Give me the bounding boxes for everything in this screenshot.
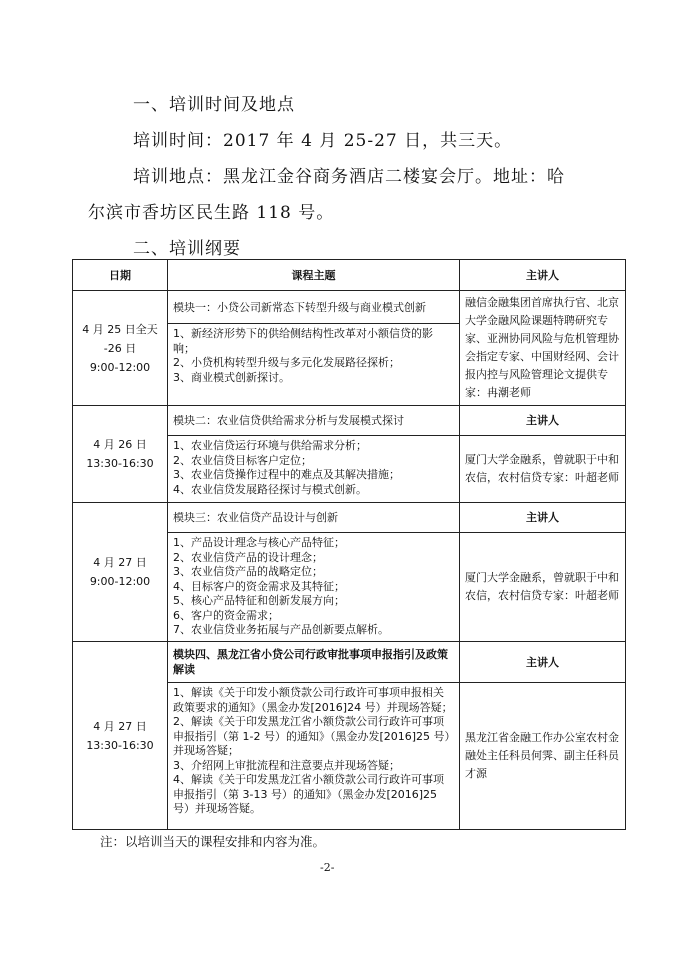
module1-title-row	[73, 291, 626, 324]
list-item: 3、介绍网上审批流程和注意要点并现场答疑；	[173, 758, 400, 772]
list-item: 3、商业模式创新探讨。	[173, 370, 290, 384]
list-item: 3、农业信贷操作过程中的难点及其解决措施；	[173, 468, 400, 481]
module1-speaker: 融信金融集团首席执行官、北京大学金融风险课题特聘研究专家、亚洲协同风险与危机管理协会指定专家、中国财经网、会计报内控与风险管理论文提供专家：冉潮老师	[460, 291, 626, 406]
training-place-line2: 尔滨市香坊区民生路 118 号。	[88, 203, 335, 223]
module1-items	[168, 324, 460, 406]
module2-title: 模块二：农业信贷供给需求分析与发展模式探讨	[168, 406, 460, 436]
module4-items	[168, 683, 460, 830]
list-item: 2、农业信贷产品的设计理念；	[173, 550, 323, 564]
list-item: 1、农业信贷运行环境与供给需求分析；	[173, 439, 367, 452]
module4-title-row	[73, 642, 626, 683]
module2-items	[168, 436, 460, 503]
header-speaker: 主讲人	[460, 260, 626, 291]
training-time: 培训时间：2017 年 4 月 25-27 日，共三天。	[133, 131, 513, 151]
list-item: 4、目标客户的资金需求及其特征；	[173, 579, 345, 593]
module3-title: 模块三：农业信贷产品设计与创新	[168, 503, 460, 533]
header-date: 日期	[73, 260, 168, 291]
module1-date: 4 月 25 日全天 -26 日 9:00-12:00	[73, 291, 168, 406]
list-item: 3、农业信贷产品的战略定位；	[173, 565, 323, 578]
module3-title-row	[73, 503, 626, 533]
list-item: 4、解读《关于印发黑龙江省小额贷款公司行政许可事项申报指引（第 3-13 号）的通知》（黑金办发[2016]25 号）并现场答疑。	[173, 773, 444, 815]
schedule-note: 注：以培训当天的课程安排和内容为准。	[100, 834, 326, 849]
list-item: 1、产品设计理念与核心产品特征；	[173, 536, 345, 549]
list-item: 6、客户的资金需求；	[173, 608, 279, 622]
module2-title-row	[73, 406, 626, 436]
module3-speaker-label: 主讲人	[460, 503, 626, 533]
training-schedule-table	[72, 259, 626, 830]
list-item: 2、解读《关于印发黑龙江省小额贷款公司行政许可事项申报指引（第 1-2 号）的通知》（黑金办发[2016]25 号）并现场答疑；	[173, 715, 451, 757]
module1-title: 模块一：小贷公司新常态下转型升级与商业模式创新	[168, 291, 460, 324]
module4-speaker-label: 主讲人	[460, 642, 626, 683]
module3-date: 4 月 27 日 9:00-12:00	[73, 503, 168, 642]
list-item: 7、农业信贷业务拓展与产品创新要点解析。	[173, 623, 389, 636]
module2-date: 4 月 26 日 13:30-16:30	[73, 406, 168, 503]
module4-speaker: 黑龙江省金融工作办公室农村金融处主任科员何霁、副主任科员才源	[460, 683, 626, 830]
list-item: 5、核心产品特征和创新发展方向；	[173, 594, 345, 607]
list-item: 2、小贷机构转型升级与多元化发展路径探析；	[173, 356, 400, 370]
module2-speaker: 厦门大学金融系，曾就职于中和农信，农村信贷专家：叶超老师	[460, 436, 626, 503]
list-item: 4、农业信贷发展路径探讨与模式创新。	[173, 482, 367, 496]
module2-speaker-label: 主讲人	[460, 406, 626, 436]
header-topic: 课程主题	[168, 260, 460, 291]
table-header-row	[73, 260, 626, 291]
page-number: -2-	[320, 861, 335, 874]
list-item: 2、农业信贷目标客户定位；	[173, 453, 312, 467]
section1-heading: 一、培训时间及地点	[133, 95, 295, 115]
module3-speaker: 厦门大学金融系，曾就职于中和农信，农村信贷专家：叶超老师	[460, 533, 626, 642]
module3-items	[168, 533, 460, 642]
list-item: 1、解读《关于印发小额贷款公司行政许可事项申报相关政策要求的通知》（黑金办发[2016]24 号）并现场答疑；	[173, 686, 453, 714]
module4-title: 模块四、黑龙江省小贷公司行政审批事项申报指引及政策解读	[168, 642, 460, 683]
list-item: 1、新经济形势下的供给侧结构性改革对小额信贷的影响；	[173, 327, 433, 355]
training-place-line1: 培训地点：黑龙江金谷商务酒店二楼宴会厅。地址：哈	[133, 167, 565, 187]
section2-heading: 二、培训纲要	[133, 239, 241, 259]
module4-date: 4 月 27 日 13:30-16:30	[73, 642, 168, 830]
